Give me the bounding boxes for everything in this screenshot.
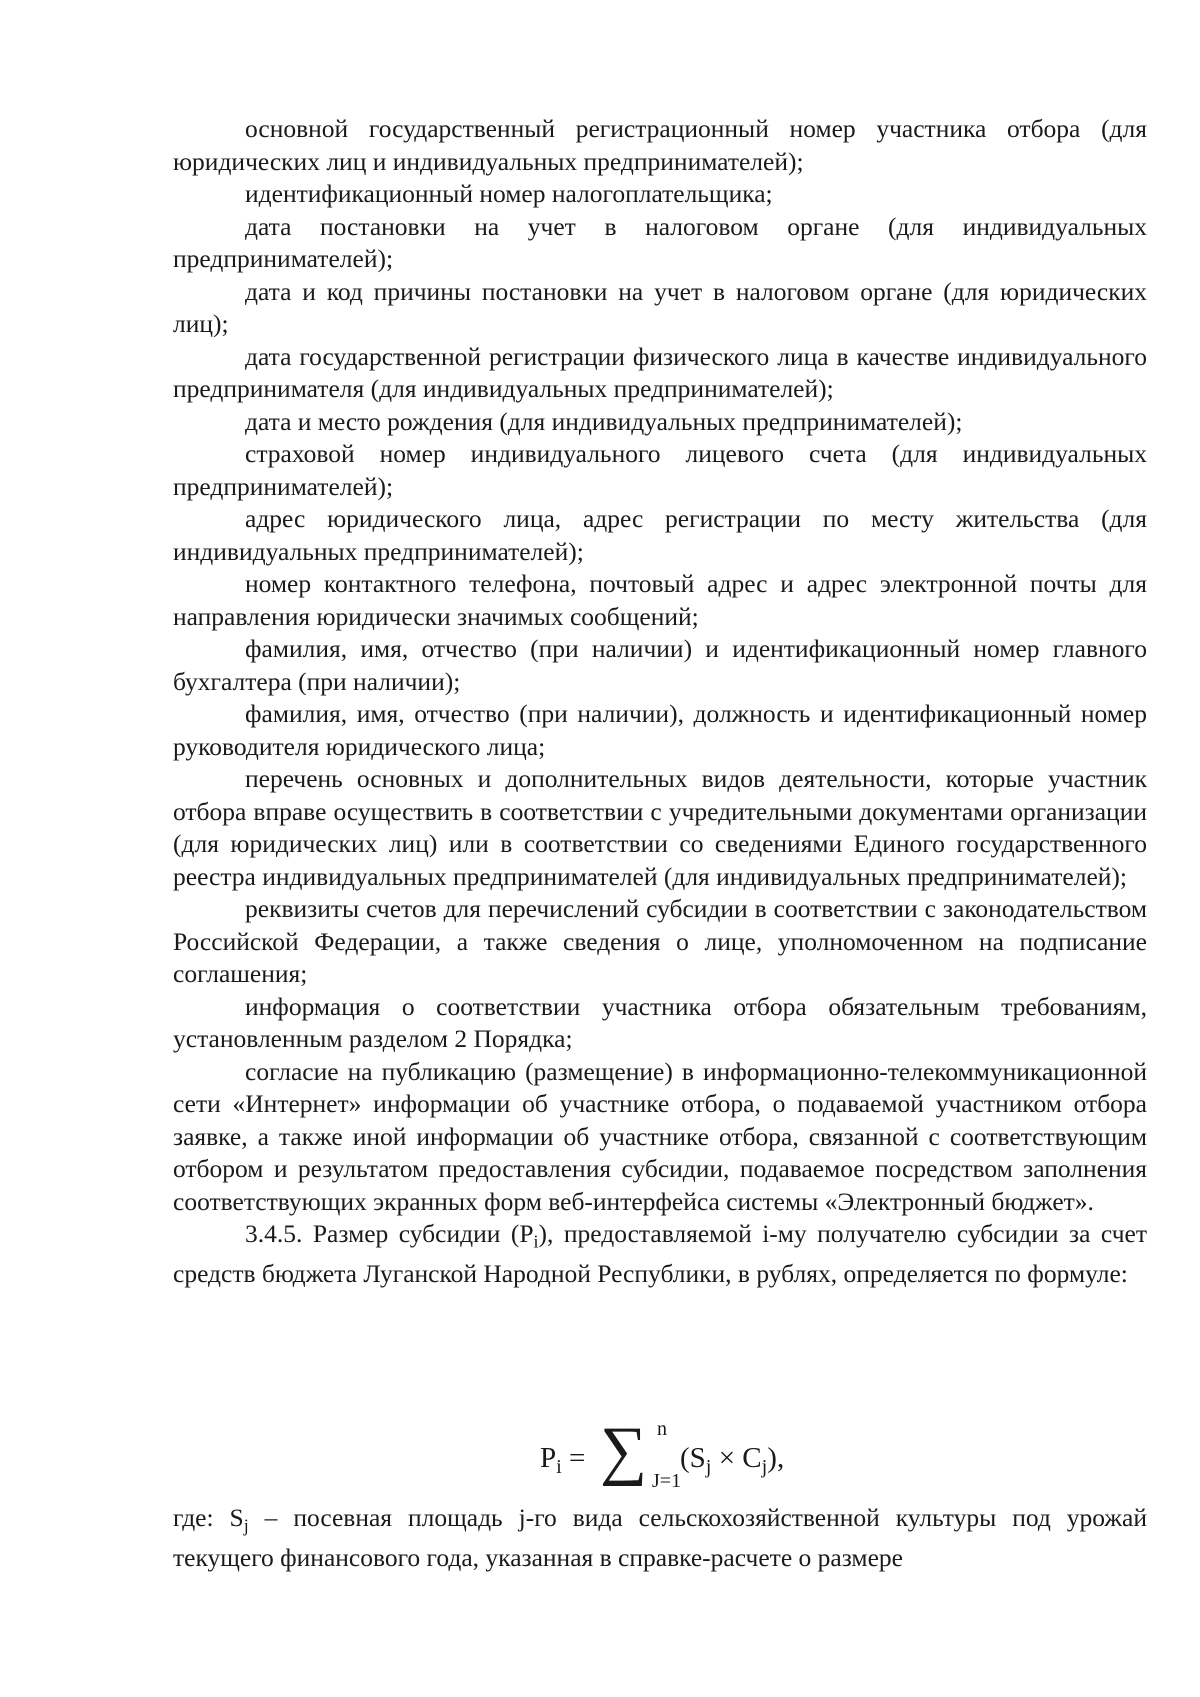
formula-summand: $(S_j \times C_j)$, <box>680 1442 785 1479</box>
where-lead: где: S <box>173 1503 244 1532</box>
paragraph-tax-registration-date: дата постановки на учет в налоговом органе (для индивидуальных предпринимателей); <box>173 211 1147 273</box>
subsidy-text-start: 3.4.5. Размер субсидии (P <box>245 1219 534 1248</box>
paragraph-insurance-number: страховой номер индивидуального лицевого счета (для индивидуальных предпринимателей); <box>173 439 1147 501</box>
paragraph-director: фамилия, имя, отчество (при наличии), должность и идентификационный номер руководителя юридического лица; <box>173 699 1147 761</box>
paragraph-where-definition <box>173 1502 1147 1574</box>
paragraph-state-registration-date: дата государственной регистрации физического лица в качестве индивидуального предпринимателя (для индивидуальных предпринимателей); <box>173 341 1147 403</box>
subsidy-text-end: ), предоставляемой i-му получателю субсидии за счет средств бюджета Луганской Народной Республики, в рублях, определяется по формуле: <box>173 1219 1147 1288</box>
subsidy-subscript: i <box>533 1231 539 1252</box>
formula-lower-limit: J=1 <box>652 1470 682 1492</box>
where-subscript: j <box>243 1515 249 1536</box>
formula-lhs: $P_i$ <box>540 1442 562 1479</box>
where-text: – посевная площадь j-го вида сельскохозяйственной культуры под урожай текущего финансового года, указанная в справке-расчете о размере <box>173 1503 1147 1572</box>
paragraph-address: адрес юридического лица, адрес регистрации по месту жительства (для индивидуальных предпринимателей); <box>173 504 1147 566</box>
paragraph-ogrn: основной государственный регистрационный номер участника отбора (для юридических лиц и индивидуальных предпринимателей); <box>173 114 1147 176</box>
paragraph-compliance-info: информация о соответствии участника отбора обязательным требованиям, установленным разделом 2 Порядка; <box>173 991 1147 1053</box>
paragraph-contacts: номер контактного телефона, почтовый адрес и адрес электронной почты для направления юридически значимых сообщений; <box>173 569 1147 631</box>
paragraph-birth-date-place: дата и место рождения (для индивидуальных предпринимателей); <box>245 406 963 436</box>
paragraph-activities: перечень основных и дополнительных видов деятельности, которые участник отбора вправе осуществить в соответствии с учредительными документами организации (для юридических лиц) или в соответствии со сведениями Единого государственного реестра индивидуальных предпринимателей (для индивидуальных предпринимателей); <box>173 764 1147 891</box>
subsidy-formula <box>0 1414 1200 1500</box>
formula-upper-limit: n <box>657 1418 667 1440</box>
paragraph-publication-consent: согласие на публикацию (размещение) в информационно-телекоммуникационной сети «Интернет» информации об участнике отбора, о подаваемой участником отбора заявке, а также иной информации об участнике отбора, связанной с соответствующим отбором и результатом предоставления субсидии, подаваемое посредством заполнения соответствующих экранных форм веб-интерфейса системы «Электронный бюджет». <box>173 1056 1147 1216</box>
paragraph-inn: идентификационный номер налогоплательщика; <box>245 179 773 208</box>
paragraph-chief-accountant: фамилия, имя, отчество (при наличии) и идентификационный номер главного бухгалтера (при наличии); <box>173 634 1147 696</box>
formula-equals: = <box>569 1442 586 1474</box>
paragraph-tax-registration-code: дата и код причины постановки на учет в налоговом органе (для юридических лиц); <box>173 276 1147 338</box>
document-body <box>173 113 1147 1290</box>
paragraph-subsidy-size <box>173 1218 1147 1290</box>
sum-icon: ∑ <box>600 1414 648 1487</box>
paragraph-bank-details: реквизиты счетов для перечислений субсидии в соответствии с законодательством Российской Федерации, а также сведения о лице, уполномоченном на подписание соглашения; <box>173 894 1147 988</box>
